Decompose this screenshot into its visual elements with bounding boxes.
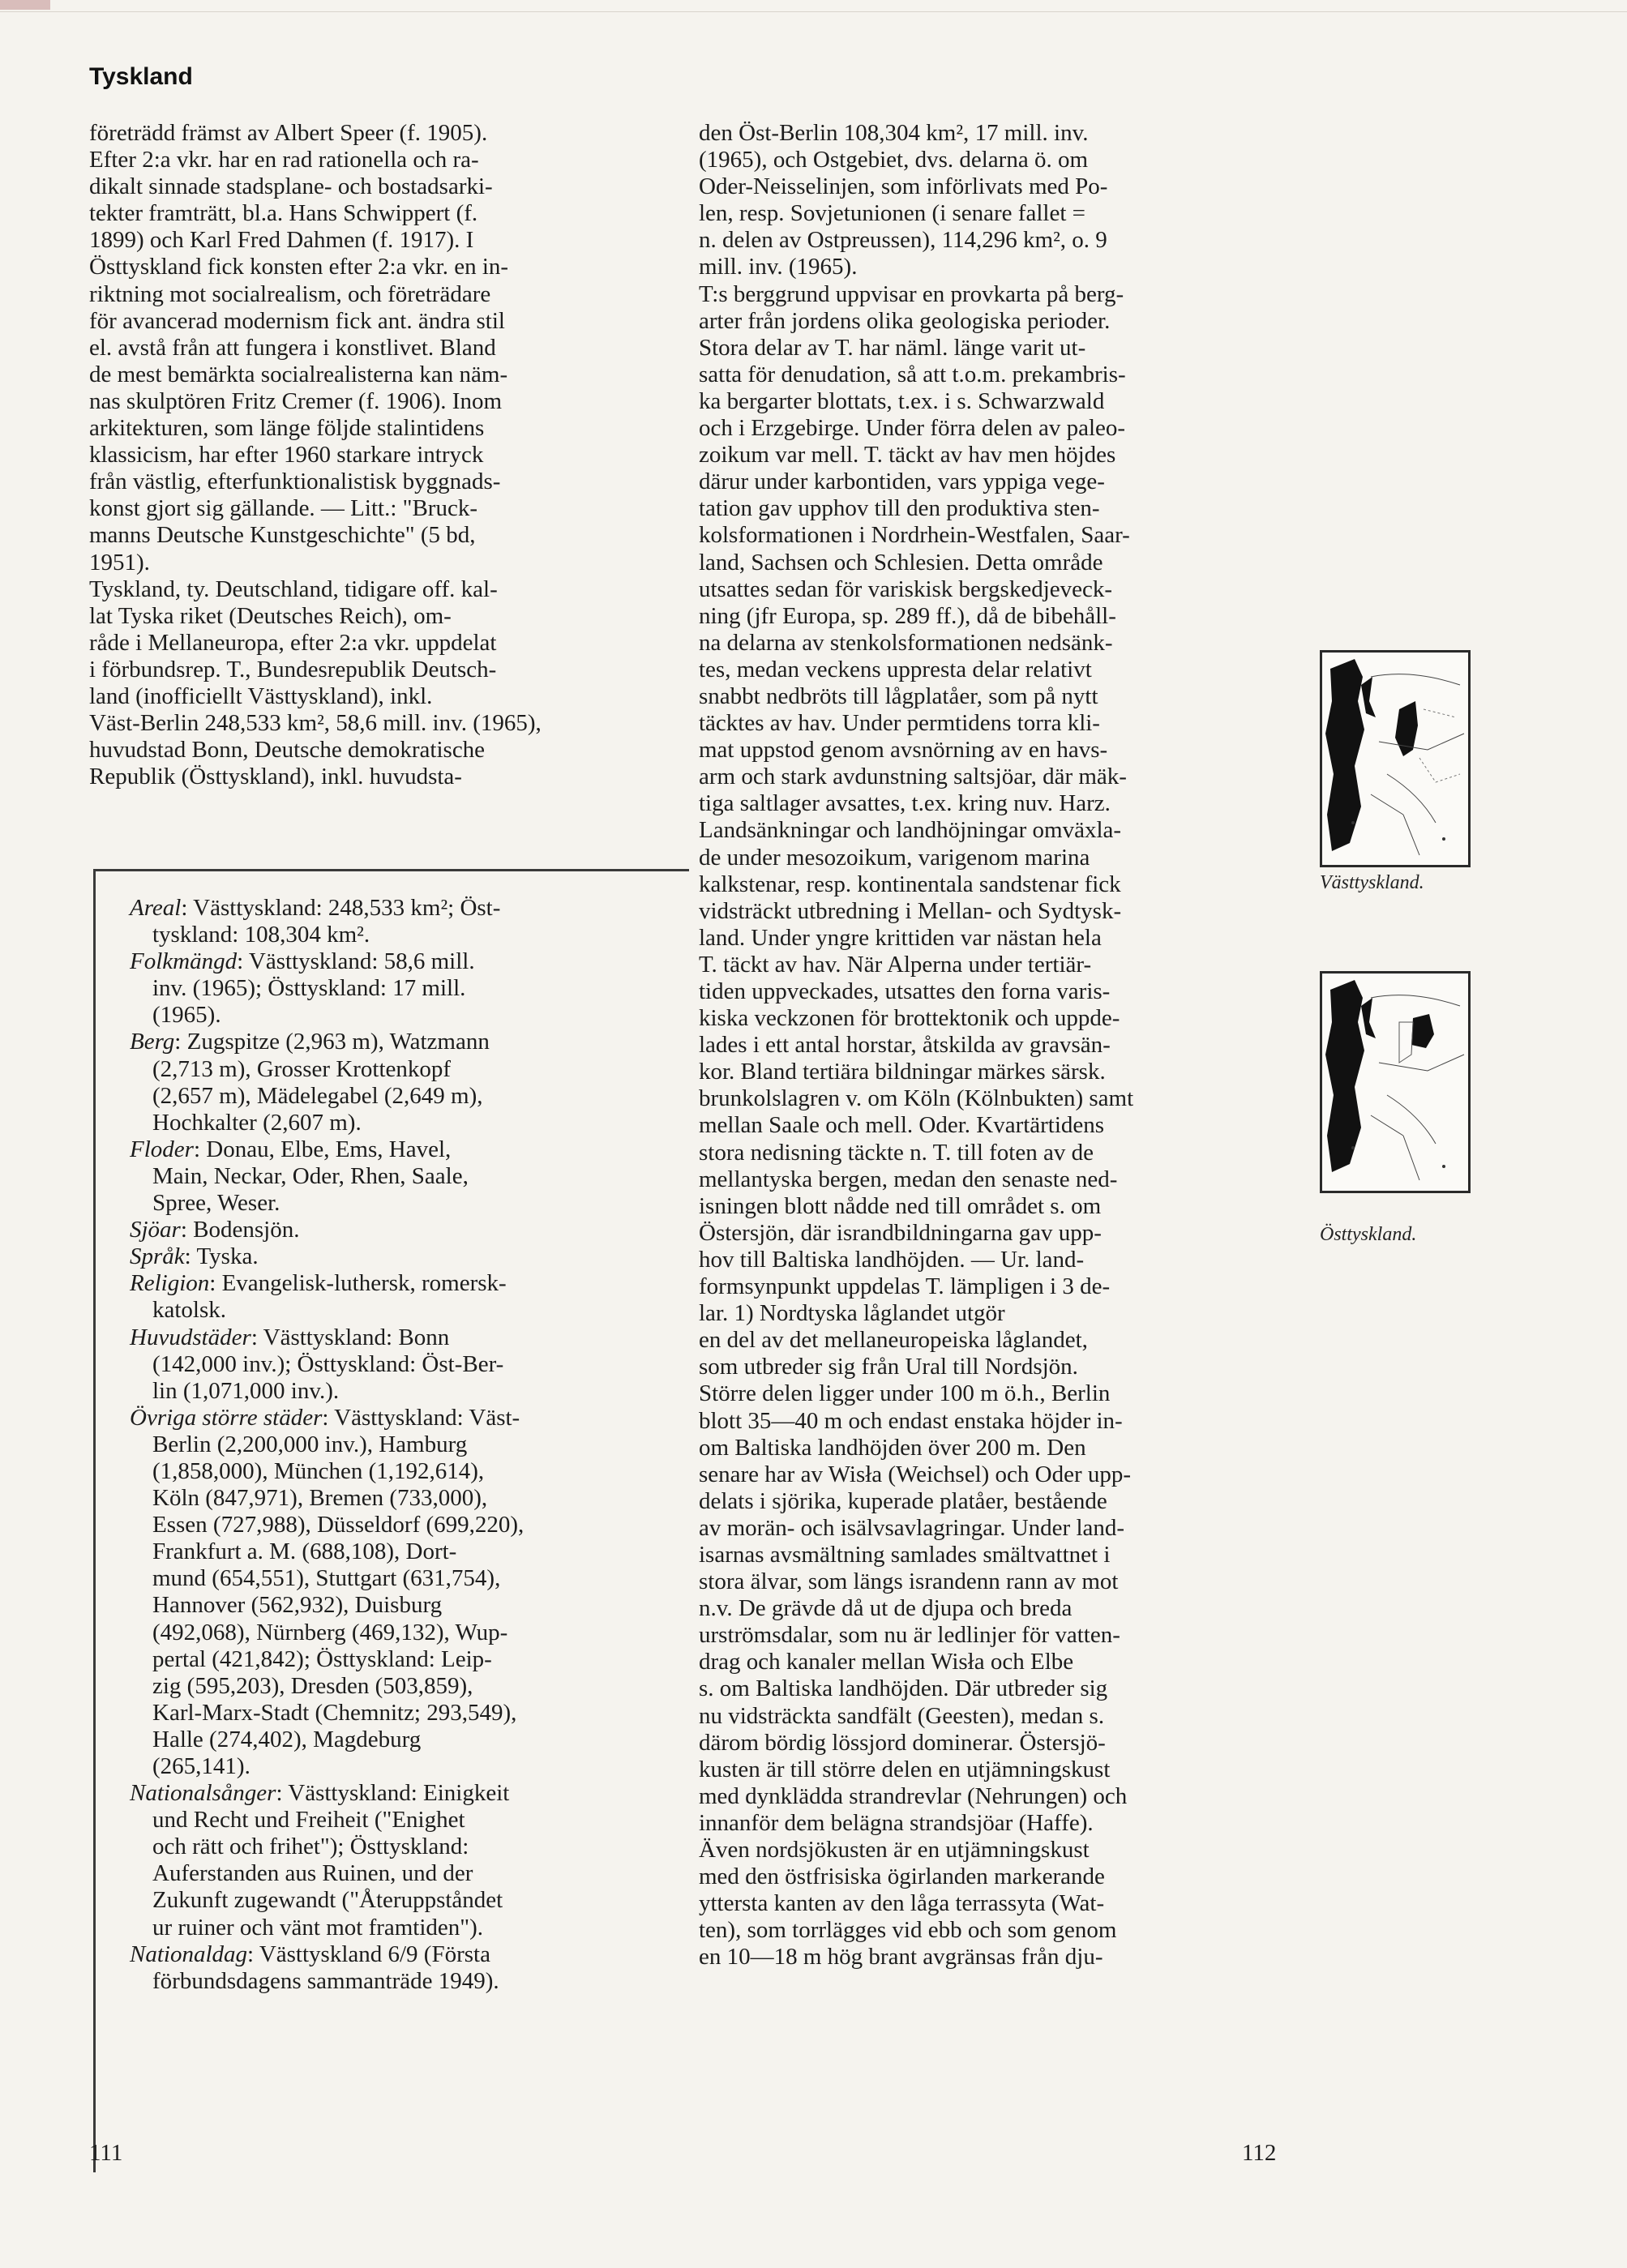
- text-line: mellan Saale och mell. Oder. Kvartärtidens: [699, 1112, 1105, 1139]
- text-line: lar. 1) Nordtyska låglandet utgör: [699, 1300, 1005, 1327]
- text-line: T. täckt av hav. När Alperna under tertiär-: [699, 951, 1092, 978]
- text-line: Väst-Berlin 248,533 km², 58,6 mill. inv. (1965),: [89, 710, 542, 737]
- fact-line: [130, 1485, 681, 1512]
- text-line: land. Under yngre krittiden var nästan hela: [699, 924, 1102, 951]
- text-line: (1965), och Ostgebiet, dvs. delarna ö. om: [699, 147, 1089, 173]
- text-line: 1951).: [89, 549, 150, 576]
- fact-value: und Recht und Freiheit ("Enighet: [152, 1807, 465, 1834]
- fact-line: Nationaldag: Västtyskland 6/9 (Första: [130, 1941, 490, 1967]
- fact-line: Areal: Västtyskland: 248,533 km²; Öst-: [130, 895, 501, 921]
- text-line: Östtyskland fick konsten efter 2:a vkr. en in-: [89, 254, 509, 280]
- fact-value: (1,858,000), München (1,192,614),: [152, 1457, 485, 1484]
- fact-line: [130, 1538, 681, 1565]
- fact-line: [130, 1915, 681, 1941]
- text-line: Stora delar av T. har näml. länge varit ut-: [699, 334, 1086, 361]
- fact-line: [130, 1458, 681, 1485]
- fact-value: katolsk.: [152, 1297, 227, 1324]
- text-line: de mest bemärkta socialrealisterna kan näm-: [89, 361, 508, 387]
- fact-value: Zukunft zugewandt ("Återuppståndet: [152, 1887, 503, 1914]
- text-line: tes, medan veckens uppresta delar relativt: [699, 656, 1092, 683]
- text-line: Efter 2:a vkr. har en rad rationella och ra-: [89, 147, 479, 173]
- fact-line: [130, 922, 681, 948]
- fact-line: [130, 1163, 681, 1190]
- text-line: len, resp. Sovjetunionen (i senare fallet =: [699, 200, 1085, 227]
- text-line: s. om Baltiska landhöjden. Där utbreder sig: [699, 1675, 1108, 1702]
- text-line: arter från jordens olika geologiska perioder.: [699, 307, 1111, 334]
- text-line: den Öst-Berlin 108,304 km², 17 mill. inv.: [699, 120, 1089, 146]
- text-line: n.v. De grävde då ut de djupa och breda: [699, 1595, 1073, 1622]
- fact-line: [130, 1190, 681, 1217]
- fact-label: Huvudstäder: [130, 1324, 251, 1350]
- fact-line: [130, 1378, 681, 1405]
- text-line: ten), som torrlägges vid ebb och som genom: [699, 1917, 1117, 1944]
- text-line: ka bergarter blottats, t.ex. i s. Schwarzwald: [699, 387, 1105, 414]
- fact-line: Berg: Zugspitze (2,963 m), Watzmann: [130, 1029, 490, 1055]
- fact-value: Hannover (562,932), Duisburg: [152, 1592, 443, 1619]
- text-line: konst gjort sig gällande. — Litt.: "Bruck-: [89, 495, 477, 522]
- text-line: de under mesozoikum, varigenom marina: [699, 844, 1090, 871]
- text-line: yttersta kanten av den låga terrassyta (Wat-: [699, 1890, 1105, 1917]
- fact-line: [130, 1807, 681, 1834]
- text-line: och i Erzgebirge. Under förra delen av paleo-: [699, 415, 1126, 442]
- fact-value: Karl-Marx-Stadt (Chemnitz; 293,549),: [152, 1699, 517, 1726]
- fact-line: [130, 1834, 681, 1860]
- fact-value: Köln (847,971), Bremen (733,000),: [152, 1485, 488, 1512]
- fact-value: Essen (727,988), Düsseldorf (699,220),: [152, 1512, 524, 1538]
- text-line: huvudstad Bonn, Deutsche demokratische: [89, 737, 486, 764]
- fact-value: inv. (1965); Östtyskland: 17 mill.: [152, 975, 466, 1002]
- fact-line: Religion: Evangelisk-luthersk, romersk-: [130, 1270, 507, 1297]
- right-text-column: [699, 120, 1299, 1971]
- fact-value: zig (595,203), Dresden (503,859),: [152, 1672, 473, 1699]
- text-line: arkitekturen, som länge följde stalintidens: [89, 415, 485, 442]
- fact-line: [130, 1512, 681, 1538]
- text-line: kiska veckzonen för brottektonik och uppde-: [699, 1005, 1120, 1032]
- fact-value: Evangelisk-luthersk, romersk-: [221, 1270, 507, 1297]
- text-line: en 10—18 m hög brant avgränsas från dju-: [699, 1944, 1103, 1971]
- fact-value: Main, Neckar, Oder, Rhen, Saale,: [152, 1162, 469, 1189]
- text-line: dikalt sinnade stadsplane- och bostadsarki-: [89, 173, 493, 200]
- text-line: med dynklädda strandrevlar (Nehrungen) och: [699, 1782, 1128, 1809]
- text-line: snabbt nedbröts till lågplatåer, som på nytt: [699, 683, 1098, 709]
- fact-line: [130, 1297, 681, 1324]
- fact-box-left-rule: [93, 869, 96, 2172]
- map-caption-west: Västtyskland.: [1320, 872, 1424, 893]
- fact-value: Västtyskland: 248,533 km²; Öst-: [193, 895, 501, 921]
- fact-line: Sjöar: Bodensjön.: [130, 1217, 300, 1243]
- fact-value: Västtyskland: Väst-: [334, 1404, 520, 1431]
- text-line: blott 35—40 m och endast enstaka höjder in-: [699, 1407, 1123, 1434]
- fact-line: [130, 1083, 681, 1110]
- fact-value: Berlin (2,200,000 inv.), Hamburg: [152, 1431, 468, 1457]
- text-line: med den östfrisiska ögirlanden markerande: [699, 1864, 1105, 1890]
- fact-label: Nationaldag: [130, 1941, 248, 1967]
- fact-line: [130, 1002, 681, 1029]
- text-line: Även nordsjökusten är en utjämningskust: [699, 1837, 1090, 1863]
- fact-label: Nationalsånger: [130, 1780, 276, 1807]
- fact-label: Areal: [130, 895, 182, 921]
- text-line: isningen blott nådde ned till området s. om: [699, 1192, 1102, 1219]
- scan-edge-mark: [0, 0, 50, 10]
- fact-value: (2,713 m), Grosser Krottenkopf: [152, 1055, 452, 1082]
- fact-value: ur ruiner och vänt mot framtiden").: [152, 1914, 484, 1941]
- fact-line: [130, 1753, 681, 1780]
- fact-value: Spree, Weser.: [152, 1190, 280, 1217]
- text-line: om Baltiska landhöjden över 200 m. Den: [699, 1434, 1086, 1461]
- fact-value: lin (1,071,000 inv.).: [152, 1377, 340, 1404]
- running-header: Tyskland: [89, 63, 193, 90]
- fact-box: [130, 895, 681, 1995]
- scan-edge-line: [0, 11, 1627, 12]
- fact-value: Frankfurt a. M. (688,108), Dort-: [152, 1538, 457, 1565]
- fact-value: Västtyskland 6/9 (Första: [259, 1941, 490, 1967]
- fact-line: [130, 1673, 681, 1700]
- fact-value: (492,068), Nürnberg (469,132), Wup-: [152, 1619, 508, 1645]
- text-line: stora nedisning täckte n. T. till foten av de: [699, 1139, 1094, 1166]
- fact-value: Hochkalter (2,607 m).: [152, 1109, 362, 1136]
- fact-value: mund (654,551), Stuttgart (631,754),: [152, 1565, 501, 1592]
- fact-value: (142,000 inv.); Östtyskland: Öst-Ber-: [152, 1350, 504, 1377]
- text-line: tekter framträtt, bl.a. Hans Schwippert (f.: [89, 200, 478, 227]
- text-line: täcktes av hav. Under permtidens torra kli-: [699, 710, 1100, 737]
- fact-line: [130, 1110, 681, 1136]
- fact-line: [130, 1351, 681, 1378]
- text-line: därur under karbontiden, vars yppiga vege-: [699, 469, 1105, 495]
- text-line: ning (jfr Europa, sp. 289 ff.), då de bibehåll-: [699, 602, 1116, 629]
- fact-line: Språk: Tyska.: [130, 1243, 259, 1270]
- fact-value: (2,657 m), Mädelegabel (2,649 m),: [152, 1082, 483, 1109]
- fact-line: Huvudstäder: Västtyskland: Bonn: [130, 1324, 450, 1350]
- fact-line: [130, 1431, 681, 1458]
- text-line: hov till Baltiska landhöjden. — Ur. land-: [699, 1246, 1085, 1273]
- text-line: lat Tyska riket (Deutsches Reich), om-: [89, 602, 452, 629]
- text-line: Landsänkningar och landhöjningar omväxla-: [699, 817, 1122, 844]
- text-line: kusten är till större delen en utjämningskust: [699, 1756, 1111, 1782]
- text-line: från västlig, efterfunktionalistisk byggnads-: [89, 469, 501, 495]
- text-line: senare har av Wisła (Weichsel) och Oder upp-: [699, 1461, 1132, 1487]
- map-east-germany: [1320, 971, 1471, 1193]
- text-line: som utbreder sig från Ural till Nordsjön.: [699, 1354, 1078, 1380]
- text-line: manns Deutsche Kunstgeschichte" (5 bd,: [89, 522, 476, 549]
- fact-value: Tyska.: [196, 1243, 259, 1270]
- text-line: urströmsdalar, som nu är ledlinjer för vatten-: [699, 1622, 1120, 1649]
- text-line: tation gav upphov till den produktiva sten-: [699, 495, 1100, 522]
- text-line: land, Sachsen och Schlesien. Detta område: [699, 549, 1103, 576]
- text-line: stora älvar, som längs israndenn rann av mot: [699, 1568, 1119, 1595]
- text-line: delats i sjörika, kuperade platåer, bestående: [699, 1487, 1107, 1514]
- text-line: utsattes sedan för variskisk bergskedjeveck-: [699, 576, 1113, 602]
- text-line: formsynpunkt uppdelas T. lämpligen i 3 de-: [699, 1273, 1111, 1300]
- fact-line: [130, 1700, 681, 1727]
- text-line: Större delen ligger under 100 m ö.h., Berlin: [699, 1380, 1111, 1407]
- fact-label: Språk: [130, 1243, 185, 1270]
- fact-line: [130, 1887, 681, 1914]
- fact-value: Västtyskland: Einigkeit: [288, 1780, 510, 1807]
- fact-line: [130, 1968, 681, 1995]
- fact-line: [130, 1727, 681, 1753]
- fact-value: Zugspitze (2,963 m), Watzmann: [186, 1029, 490, 1055]
- fact-value: Auferstanden aus Ruinen, und der: [152, 1860, 473, 1887]
- fact-value: pertal (421,842); Östtyskland: Leip-: [152, 1645, 492, 1672]
- fact-value: förbundsdagens sammanträde 1949).: [152, 1967, 499, 1994]
- text-line: Tyskland, ty. Deutschland, tidigare off. kal-: [89, 576, 498, 602]
- fact-line: Folkmängd: Västtyskland: 58,6 mill.: [130, 948, 475, 975]
- fact-line: Floder: Donau, Elbe, Ems, Havel,: [130, 1136, 452, 1162]
- fact-line: [130, 1565, 681, 1592]
- text-line: tiga saltlager avsattes, t.ex. kring nuv. Harz.: [699, 790, 1111, 817]
- text-line: isarnas avsmältning samlades smältvattnet i: [699, 1541, 1111, 1568]
- fact-box-top-rule: [93, 869, 689, 871]
- fact-label: Religion: [130, 1270, 210, 1297]
- page-number-left: 111: [89, 2140, 123, 2166]
- fact-line: [130, 1620, 681, 1646]
- text-line: i förbundsrep. T., Bundesrepublik Deutsch-: [89, 656, 497, 683]
- text-line: zoikum var mell. T. täckt av hav men höjdes: [699, 442, 1116, 469]
- fact-value: Västtyskland: Bonn: [263, 1324, 450, 1350]
- text-line: Oder-Neisselinjen, som införlivats med Po-: [699, 173, 1108, 200]
- fact-value: (1965).: [152, 1002, 221, 1029]
- text-line: en del av det mellaneuropeiska låglandet,: [699, 1327, 1088, 1354]
- fact-value: Bodensjön.: [193, 1217, 300, 1243]
- text-line: nas skulptören Fritz Cremer (f. 1906). Inom: [89, 387, 503, 414]
- text-line: riktning mot socialrealism, och företrädare: [89, 280, 491, 307]
- fact-value: Västtyskland: 58,6 mill.: [248, 948, 475, 975]
- text-line: n. delen av Ostpreussen), 114,296 km², o. 9: [699, 227, 1107, 254]
- map-caption-east: Östtyskland.: [1320, 1224, 1417, 1245]
- text-line: el. avstå från att fungera i konstlivet. Bland: [89, 334, 496, 361]
- text-line: brunkolslagren v. om Köln (Kölnbukten) samt: [699, 1085, 1134, 1112]
- text-line: kalkstenar, resp. kontinentala sandstenar fick: [699, 871, 1121, 897]
- text-line: för avancerad modernism fick ant. ändra stil: [89, 307, 505, 334]
- fact-line: [130, 1592, 681, 1619]
- text-line: kolsformationen i Nordrhein-Westfalen, Saar-: [699, 522, 1130, 549]
- text-line: land (inofficiellt Västtyskland), inkl.: [89, 683, 433, 709]
- text-line: råde i Mellaneuropa, efter 2:a vkr. uppdelat: [89, 629, 497, 656]
- fact-value: (265,141).: [152, 1753, 250, 1779]
- fact-label: Sjöar: [130, 1217, 181, 1243]
- text-line: tiden uppveckades, utsattes den forna varis-: [699, 978, 1111, 1004]
- text-line: därom bördig lössjord dominerar. Östersjö-: [699, 1729, 1106, 1756]
- text-line: nu vidsträckta sandfält (Geesten), medan s.: [699, 1702, 1105, 1729]
- text-line: vidsträckt utbredning i Mellan- och Sydtysk-: [699, 897, 1122, 924]
- text-line: innanför dem belägna strandsjöar (Haffe).: [699, 1809, 1094, 1836]
- fact-value: Halle (274,402), Magdeburg: [152, 1726, 422, 1752]
- text-line: arm och stark avdunstning saltsjöar, där mäk-: [699, 764, 1127, 790]
- fact-line: [130, 1860, 681, 1887]
- text-line: mellantyska bergen, medan den senaste ned-: [699, 1166, 1118, 1192]
- text-line: T:s berggrund uppvisar en provkarta på berg-: [699, 280, 1124, 307]
- fact-value: Donau, Elbe, Ems, Havel,: [206, 1136, 452, 1162]
- left-text-column: [89, 120, 689, 790]
- text-line: mat uppstod genom avsnörning av en havs-: [699, 737, 1108, 764]
- fact-value: och rätt och frihet"); Östtyskland:: [152, 1834, 469, 1860]
- fact-value: tyskland: 108,304 km².: [152, 922, 370, 948]
- fact-line: [130, 975, 681, 1002]
- fact-line: [130, 1056, 681, 1083]
- map-west-germany: [1320, 650, 1471, 867]
- text-line: lades i ett antal horstar, åtskilda av gravsän-: [699, 1032, 1111, 1059]
- text-line: drag och kanaler mellan Wisła och Elbe: [699, 1649, 1074, 1675]
- fact-line: Nationalsånger: Västtyskland: Einigkeit: [130, 1780, 510, 1807]
- text-line: 1899) och Karl Fred Dahmen (f. 1917). I: [89, 227, 474, 254]
- fact-label: Övriga större städer: [130, 1404, 323, 1431]
- fact-label: Berg: [130, 1029, 175, 1055]
- text-line: satta för denudation, så att t.o.m. prekambris-: [699, 361, 1126, 387]
- text-line: mill. inv. (1965).: [699, 254, 858, 280]
- fact-label: Folkmängd: [130, 948, 238, 975]
- text-line: kor. Bland tertiära bildningar märkes särsk.: [699, 1059, 1106, 1085]
- fact-label: Floder: [130, 1136, 194, 1162]
- text-line: Östersjön, där israndbildningarna gav upp-: [699, 1219, 1102, 1246]
- fact-line: Övriga större städer: Västtyskland: Väst-: [130, 1404, 520, 1431]
- text-line: företrädd främst av Albert Speer (f. 1905).: [89, 120, 488, 146]
- text-line: Republik (Östtyskland), inkl. huvudsta-: [89, 764, 462, 790]
- text-line: na delarna av stenkolsformationen nedsänk-: [699, 629, 1113, 656]
- fact-line: [130, 1646, 681, 1673]
- text-line: av morän- och isälvsavlagringar. Under land-: [699, 1514, 1125, 1541]
- text-line: klassicism, har efter 1960 starkare intryck: [89, 442, 484, 469]
- page-number-right: 112: [1242, 2140, 1277, 2166]
